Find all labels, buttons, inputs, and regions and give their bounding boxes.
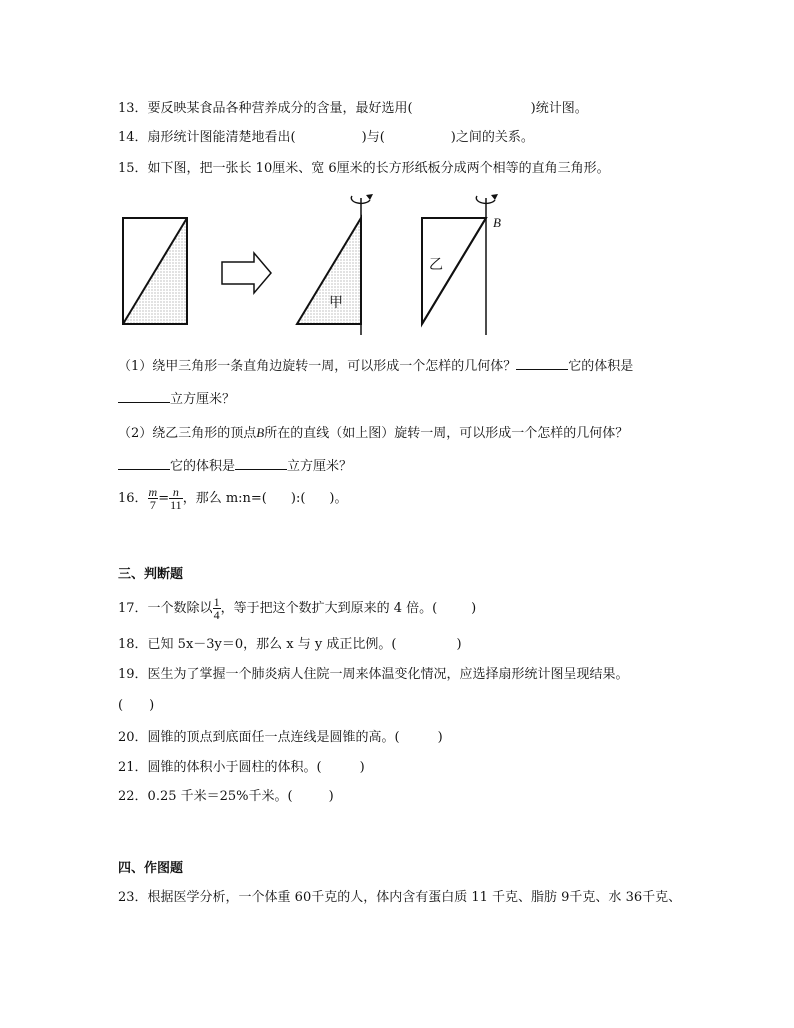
sub-question-text-mid: 所在的直线（如上图）旋转一周，可以形成一个怎样的几何体？: [264, 426, 629, 441]
question-number: 14．: [118, 130, 148, 145]
sub-question-text-end: 立方厘米？: [287, 459, 353, 474]
question-21: [118, 759, 365, 777]
sub-question-text: （1）绕甲三角形一条直角边旋转一周，可以形成一个怎样的几何体？: [118, 359, 517, 374]
fraction-one-quarter: [213, 596, 221, 621]
question-number: 16．: [118, 491, 148, 506]
paren-open: (: [118, 698, 124, 713]
question-number: 23．: [118, 890, 148, 905]
label-yi: 乙: [429, 257, 443, 273]
question-number: 19．: [118, 667, 148, 682]
label-jia: 甲: [329, 295, 343, 311]
question-text: ，那么 m:n=(: [182, 491, 267, 506]
question-14: [118, 129, 534, 147]
fraction-n-over-11: [169, 486, 183, 511]
question-15: [118, 160, 610, 178]
numerator: m: [148, 485, 158, 499]
question-19-answer: [118, 697, 154, 715]
triangle-jia: [297, 194, 373, 335]
numerator: n: [169, 486, 183, 499]
answer-blank-shape[interactable]: [118, 455, 170, 470]
question-text: 圆锥的顶点到底面任一点连线是圆锥的高。(: [147, 730, 400, 745]
triangle-yi: [422, 194, 501, 335]
question-text-end: ): [456, 637, 462, 652]
split-rectangle: [123, 218, 187, 324]
numerator: 1: [213, 595, 220, 609]
denominator: 4: [213, 608, 220, 622]
question-number: 17．: [118, 601, 148, 616]
question-text: 医生为了掌握一个肺炎病人住院一周来体温变化情况，应选择扇形统计图呈现结果。: [147, 667, 629, 682]
question-13: [118, 100, 588, 118]
question-text-end: ): [471, 601, 477, 616]
sub-question-text-mid: 它的体积是: [568, 359, 634, 374]
question-text: 一个数除以: [147, 601, 213, 616]
question-text: 根据医学分析，一个体重 60千克的人，体内含有蛋白质 11 千克、脂肪 9千克、水 36千克、: [147, 890, 682, 905]
question-15-part-2: [118, 424, 628, 443]
answer-blank-volume[interactable]: [118, 388, 170, 403]
sub-question-text: （2）绕乙三角形的顶点: [118, 426, 257, 441]
rotation-arrowhead-icon: [491, 194, 498, 200]
sub-question-text-end: 立方厘米？: [170, 392, 236, 407]
question-17: [118, 596, 476, 622]
question-text: 圆锥的体积小于圆柱的体积。(: [147, 760, 322, 775]
question-15-part-1: [118, 355, 633, 376]
question-text: 已知 5x－3y＝0，那么 x 与 y 成正比例。(: [147, 637, 397, 652]
question-text: 要反映某食品各种营养成分的含量，最好选用(: [147, 101, 413, 116]
question-15-part-2-answers: [118, 455, 352, 476]
question-number: 18．: [118, 637, 148, 652]
right-arrow-icon: [222, 253, 271, 293]
question-text: 如下图，把一张长 10厘米、宽 6厘米的长方形纸板分成两个相等的直角三角形。: [147, 161, 610, 176]
denominator: 7: [149, 498, 156, 512]
question-number: 20．: [118, 730, 148, 745]
question-number: 13．: [118, 101, 148, 116]
question-text-end: ): [437, 730, 443, 745]
question-22: [118, 788, 334, 806]
answer-blank-volume[interactable]: [235, 455, 287, 470]
rotation-arrowhead-icon: [366, 194, 373, 200]
equals-sign: =: [158, 491, 170, 506]
question-15-part-1-volume: [118, 388, 235, 409]
question-text-end: ): [359, 760, 365, 775]
fraction-m-over-7: [148, 486, 159, 511]
question-19: [118, 666, 629, 684]
answer-blank-shape[interactable]: [516, 355, 568, 370]
question-text-end: )统计图。: [530, 101, 588, 116]
question-18: [118, 636, 462, 654]
question-text-mid: ):(: [290, 491, 306, 506]
question-23: [118, 889, 681, 907]
point-b-label: B: [256, 425, 265, 440]
section-heading-drawing: 四、作图题: [118, 861, 184, 876]
question-text-end: ): [328, 789, 334, 804]
question-number: 21．: [118, 760, 148, 775]
question-text: 0.25 千米＝25%千米。(: [147, 789, 293, 804]
question-number: 15．: [118, 161, 148, 176]
question-number: 22．: [118, 789, 148, 804]
question-text-end: )之间的关系。: [450, 130, 534, 145]
question-20: [118, 729, 443, 747]
denominator: 11: [170, 498, 182, 512]
rectangle-rotation-figure: [115, 190, 535, 340]
section-heading-judgement: 三、判断题: [118, 567, 184, 582]
question-text-end: )。: [329, 491, 348, 506]
label-b: B: [493, 215, 501, 230]
paren-close: ): [149, 698, 155, 713]
sub-question-text: 它的体积是: [170, 459, 236, 474]
question-text: 扇形统计图能清楚地看出(: [147, 130, 296, 145]
question-16: [118, 486, 347, 512]
question-text-mid: )与(: [361, 130, 385, 145]
question-text-mid: ，等于把这个数扩大到原来的 4 倍。(: [220, 601, 438, 616]
